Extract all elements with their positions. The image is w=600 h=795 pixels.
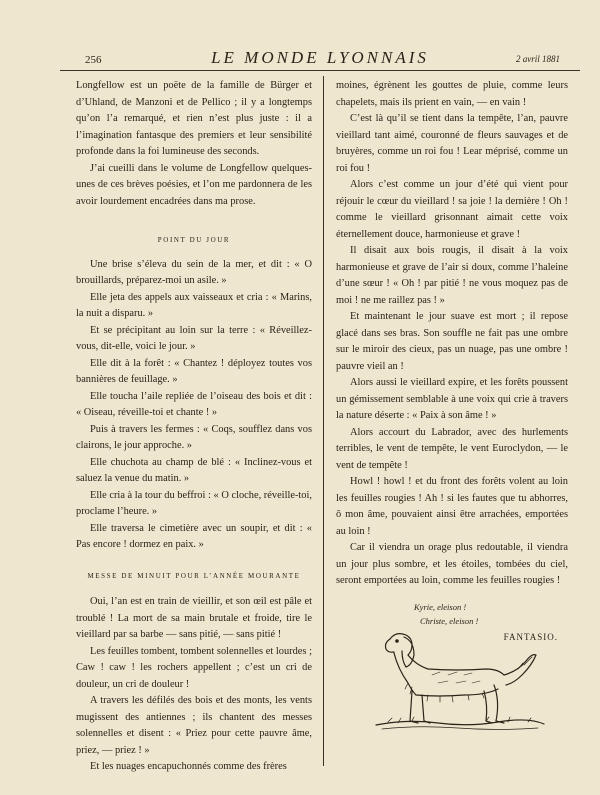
intro-paragraph: J’ai cueilli dans le volume de Longfellow quelques-unes de ces brèves poésies, et l’on me pardonnera de les avoir lourdement encadrées dans ma prose. <box>76 162 312 207</box>
left-column <box>76 78 312 776</box>
poem-paragraph: Alors aussi le vieillard expire, et les forêts poussent un gémissement semblable à une voix qui crie à travers la nature déserte : « Paix à son âme ! » <box>336 377 568 421</box>
page-number: 256 <box>85 54 102 66</box>
poem-paragraph: A travers les défilés des bois et des monts, les vents mugissent des antiennes ; ils chantent des messes solennelles et disent : « Priez pour cette pauvre âme, priez, — priez ! » <box>76 695 312 756</box>
header-rule <box>60 70 580 71</box>
poem-paragraph: Elle chuchota au champ de blé : « Inclinez-vous et saluez la venue du matin. » <box>76 456 312 484</box>
poem-paragraph: Oui, l’an est en train de vieillir, et son œil est pâle et troublé ! La mort de sa main brutale et froide, tire le vieillard par sa barbe — sans pitié, — sans pitié ! <box>76 596 312 640</box>
right-column <box>336 78 568 645</box>
poem-continuation: moines, égrènent les gouttes de pluie, comme leurs chapelets, mais ils prient en vain, — en vain ! <box>336 80 568 108</box>
poem-paragraph: Une brise s’éleva du sein de la mer, et dit : « O brouillards, préparez-moi un asile. » <box>76 258 312 286</box>
prayer-line: Kyrie, eleison ! <box>414 601 467 612</box>
section-title-point-du-jour: POINT DU JOUR <box>157 236 231 244</box>
prayer-line: Christe, eleison ! <box>420 615 479 626</box>
poem-paragraph: Elle traversa le cimetière avec un soupir, et dit : « Pas encore ! dormez en paix. » <box>76 522 312 550</box>
prayer-verse <box>336 600 568 628</box>
poem-paragraph: Il disait aux bois rougis, il disait à la voix harmonieuse et grave de l’air si doux, comme l’haleine d’une sœur ! « Oh ! par pitié ! ne vous moquez pas de moi ! ne me raillez pas ! » <box>336 245 568 306</box>
intro-paragraph: Longfellow est un poëte de la famille de Bürger et d’Uhland, de Manzoni et de Pellico ; il y a longtemps qu’on l’a remarqué, et rien n’est plus juste : il a l’imagination fantasque des premiers et leur sensibilité profonde dans la foi lumineuse des seconds. <box>76 80 312 157</box>
dog-engraving-icon <box>368 625 548 740</box>
author-signature: FANTASIO. <box>503 631 558 642</box>
poem-paragraph: Elle toucha l’aile repliée de l’oiseau des bois et dit : « Oiseau, réveille-toi et chante ! » <box>76 390 312 418</box>
issue-date: 2 avril 1881 <box>516 54 560 64</box>
poem-paragraph: Elle cria à la tour du beffroi : « O cloche, réveille-toi, proclame l’heure. » <box>76 489 312 517</box>
poem-paragraph: Howl ! howl ! et du front des forêts volent au loin les feuilles rougies ! Ah ! si les fautes que tu abhorres, ô mon âme, pouvaient ainsi être arrachées, emportées au loin ! <box>336 476 568 537</box>
poem-paragraph: Alors c’est comme un jour d’été qui vient pour réjouir le cœur du vieillard ! sa joie ! la dernière ! Oh ! comme le vieillard grisonnant aimait cette voix éternellement douce, harmonieuse et grave ! <box>336 179 568 240</box>
poem-paragraph: Puis à travers les fermes : « Coqs, soufflez dans vos clairons, le jour approche. » <box>76 423 312 451</box>
poem-paragraph: C’est là qu’il se tient dans la tempête, l’an, pauvre vieillard tant aimé, couronné de fleurs sauvages et de bruyères, comme un roi fou ! Lear méprisé, comme un roi fou ! <box>336 113 568 174</box>
poem-paragraph: Elle dit à la forêt : « Chantez ! déployez toutes vos bannières de feuillage. » <box>76 357 312 385</box>
poem-paragraph: Et se précipitant au loin sur la terre : « Réveillez-vous, dit-elle, voici le jour. » <box>76 324 312 352</box>
poem-paragraph: Et maintenant le jour suave est mort ; il repose glacé dans ses bras. Son souffle ne fait pas une ombre sur le miroir des cieux, pas un nuage, pas une ombre ! pauvre vieil an ! <box>336 311 568 372</box>
poem-paragraph: Les feuilles tombent, tombent solennelles et lourdes ; Caw ! caw ! les rochers appellent ; c’est un cri de douleur, un cri de douleur ! <box>76 645 312 690</box>
section-title-messe-de-minuit: MESSE DE MINUIT POUR L’ANNÉE MOURANTE <box>87 571 301 580</box>
poem-paragraph: Car il viendra un orage plus redoutable, il viendra un jour plus sombre, et les étoiles, tombées du ciel, seront emportées au loin, comme les feuilles rougies ! <box>336 542 568 586</box>
poem-paragraph: Et les nuages encapuchonnés comme des frères <box>90 761 287 772</box>
poem-paragraph: Elle jeta des appels aux vaisseaux et cria : « Marins, la nuit a disparu. » <box>76 291 312 319</box>
masthead-title: LE MONDE LYONNAIS <box>211 48 429 67</box>
poem-paragraph: Alors accourt du Labrador, avec des hurlements terribles, le vent de tempête, le vent Euroclydon, — le vent de tempête ! <box>336 426 568 471</box>
column-divider <box>323 76 324 766</box>
